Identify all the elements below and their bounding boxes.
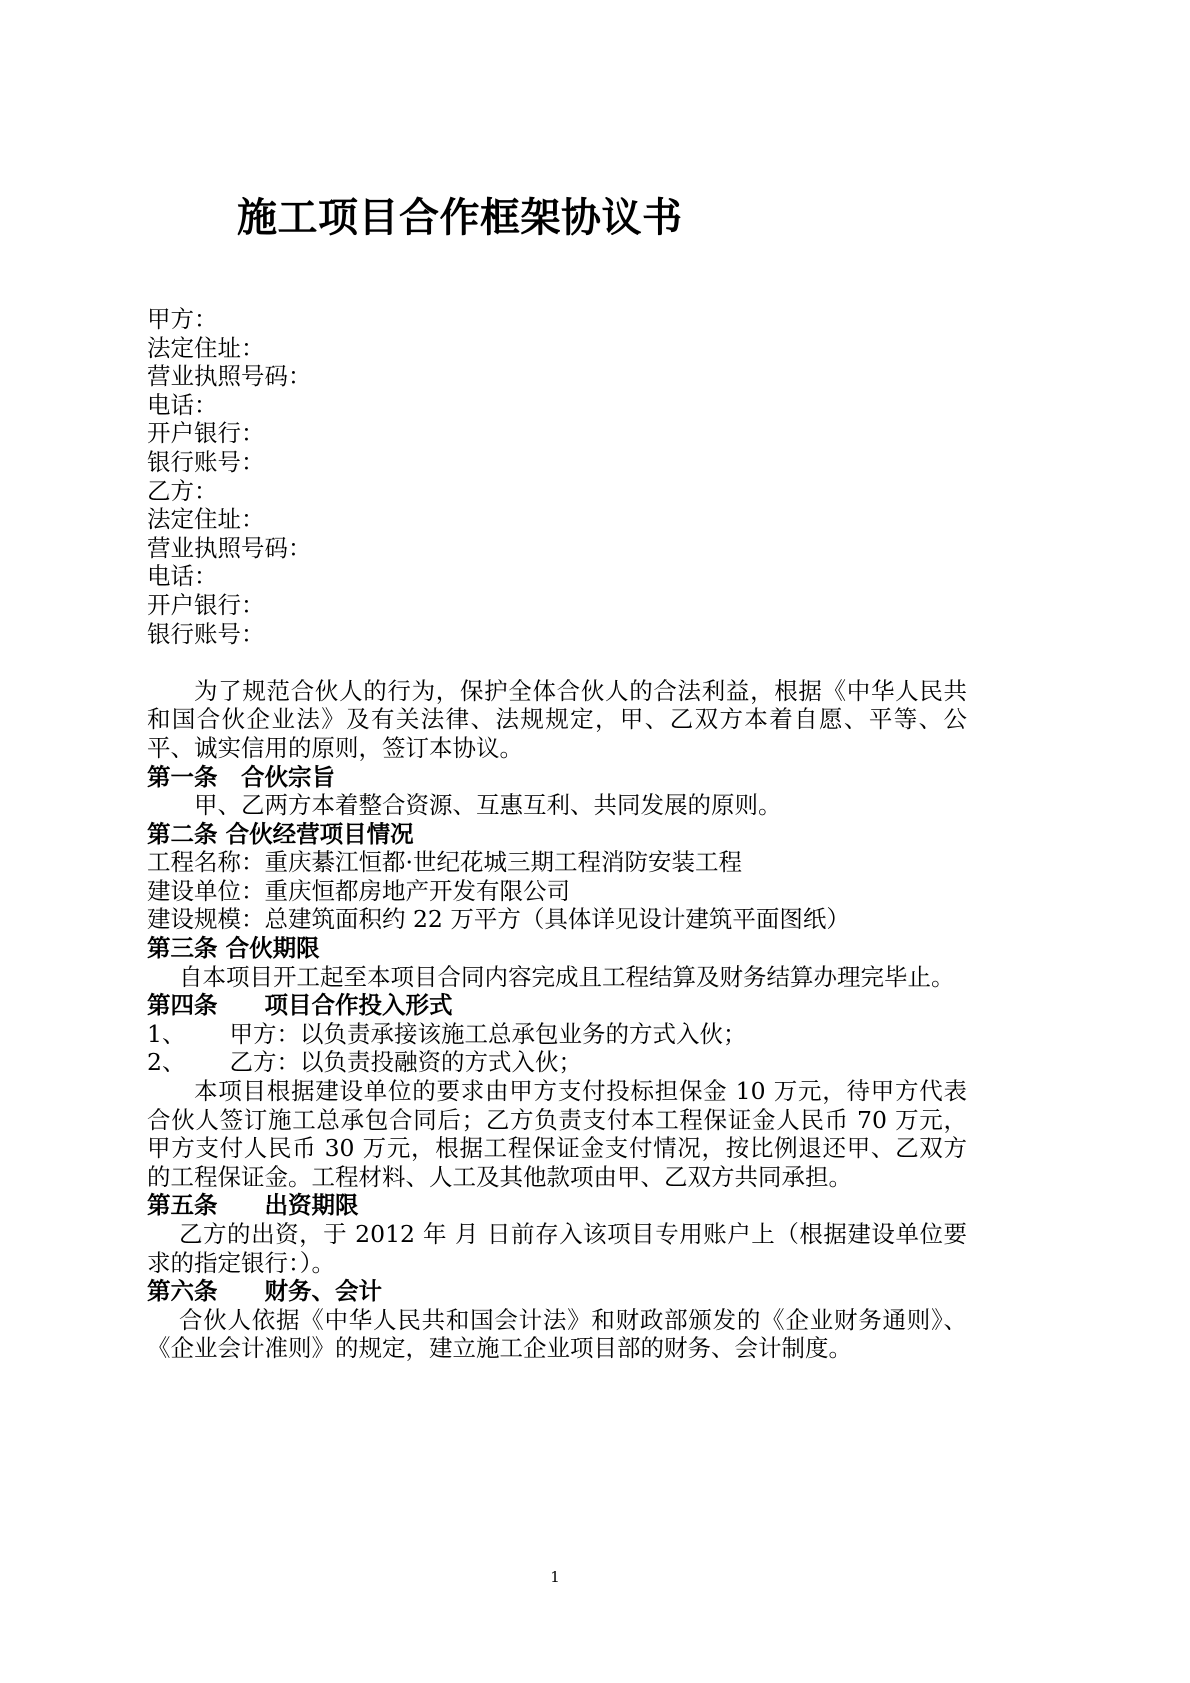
party-a-phone-label: 电话： bbox=[147, 390, 218, 419]
party-a-block bbox=[147, 305, 967, 477]
article-heading: 第四条 项目合作投入形式 bbox=[147, 991, 453, 1020]
article-1 bbox=[147, 763, 967, 820]
article-paragraph: 自本项目开工起至本项目合同内容完成且工程结算及财务结算办理完毕止。 bbox=[179, 962, 955, 991]
article-2 bbox=[147, 820, 967, 934]
list-number: 2、 bbox=[147, 1048, 186, 1077]
article-4 bbox=[147, 991, 967, 1191]
list-item bbox=[147, 1020, 967, 1049]
preamble-paragraph: 为了规范合伙人的行为，保护全体合伙人的合法利益，根据《中华人民共和国合伙企业法》及有关法律、法规规定，甲、乙双方本着自愿、平等、公平、诚实信用的原则，签订本协议。 bbox=[147, 676, 967, 762]
article-5 bbox=[147, 1191, 967, 1277]
article-heading: 第一条 合伙宗旨 bbox=[147, 762, 335, 791]
project-name-line: 工程名称：重庆綦江恒都·世纪花城三期工程消防安装工程 bbox=[147, 848, 742, 877]
list-number: 1、 bbox=[147, 1019, 186, 1048]
party-b-block bbox=[147, 477, 967, 649]
list-text: 甲方：以负责承接该施工总承包业务的方式入伙； bbox=[229, 1019, 747, 1048]
party-b-bank-label: 开户银行： bbox=[147, 590, 265, 619]
party-a-license-label: 营业执照号码： bbox=[147, 362, 312, 391]
list-text: 乙方：以负责投融资的方式入伙； bbox=[229, 1048, 582, 1077]
party-a-address-label: 法定住址： bbox=[147, 333, 265, 362]
party-a-bank-label: 开户银行： bbox=[147, 419, 265, 448]
list-item bbox=[147, 1048, 967, 1077]
article-paragraph: 乙方的出资，于 2012 年 月 日前存入该项目专用账户上（根据建设单位要求的指定银行：）。 bbox=[147, 1220, 967, 1277]
construction-unit-line: 建设单位：重庆恒都房地产开发有限公司 bbox=[147, 876, 570, 905]
party-a-name-label: 甲方： bbox=[147, 305, 218, 333]
article-paragraph: 本项目根据建设单位的要求由甲方支付投标担保金 10 万元，待甲方代表合伙人签订施工总承包合同后；乙方负责支付本工程保证金人民币 70 万元，甲方支付人民币 30 万元，根据工程保证金支付情况，按比例退还甲、乙双方的工程保证金。工程材料、人工及其他款项由甲、乙双方共同承担。 bbox=[147, 1077, 967, 1191]
party-b-phone-label: 电话： bbox=[147, 562, 218, 591]
article-paragraph: 甲、乙两方本着整合资源、互惠互利、共同发展的原则。 bbox=[194, 791, 782, 820]
spacer bbox=[147, 648, 967, 677]
page-number: 1 bbox=[550, 1568, 560, 1586]
article-heading: 第六条 财务、会计 bbox=[147, 1277, 382, 1306]
party-b-license-label: 营业执照号码： bbox=[147, 533, 312, 562]
document-body bbox=[147, 305, 967, 1363]
party-b-name-label: 乙方： bbox=[147, 476, 218, 505]
construction-scale-line: 建设规模：总建筑面积约 22 万平方（具体详见设计建筑平面图纸） bbox=[147, 905, 850, 934]
party-b-address-label: 法定住址： bbox=[147, 505, 265, 534]
article-heading: 第三条 合伙期限 bbox=[147, 934, 320, 963]
article-heading: 第五条 出资期限 bbox=[147, 1191, 359, 1220]
article-heading: 第二条 合伙经营项目情况 bbox=[147, 819, 414, 848]
party-a-account-label: 银行账号： bbox=[147, 447, 265, 476]
document-title: 施工项目合作框架协议书 bbox=[237, 195, 683, 241]
article-3 bbox=[147, 934, 967, 991]
article-paragraph: 合伙人依据《中华人民共和国会计法》和财政部颁发的《企业财务通则》、《企业会计准则》的规定，建立施工企业项目部的财务、会计制度。 bbox=[147, 1305, 967, 1363]
party-b-account-label: 银行账号： bbox=[147, 619, 265, 648]
article-6 bbox=[147, 1277, 967, 1363]
